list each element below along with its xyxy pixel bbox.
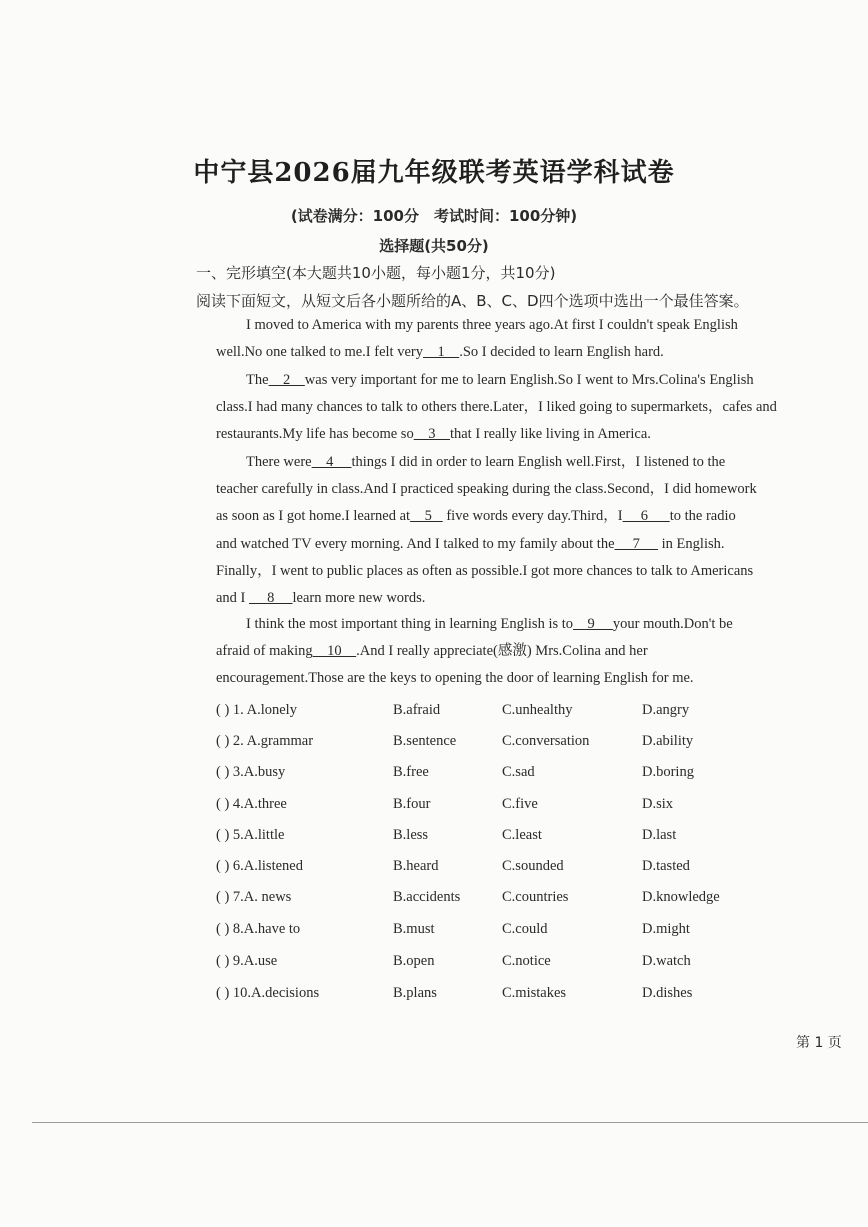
question-stem-a[interactable]: ( ) 10.A.decisions (216, 985, 320, 1001)
question-stem-a[interactable]: ( ) 8.A.have to (216, 921, 301, 937)
option-d: D.boring (642, 764, 694, 780)
section-heading: 选择题(共50分) (379, 237, 489, 255)
option-c: C.notice (502, 953, 551, 969)
question-stem-a[interactable]: ( ) 4.A.three (216, 796, 287, 812)
option-c: C.mistakes (502, 985, 567, 1001)
option-d: D.ability (642, 733, 694, 749)
exam-info: (试卷满分：100分 考试时间：100分钟) (290, 207, 578, 225)
question-stem-a[interactable]: ( ) 5.A.little (216, 827, 285, 843)
question-stem-a[interactable]: ( ) 3.A.busy (216, 764, 286, 780)
option-c: C.countries (502, 889, 569, 905)
blank-9: 9 (573, 616, 613, 632)
question-row (216, 858, 816, 882)
question-row (216, 702, 816, 726)
exam-title: 中宁县2026届九年级联考英语学科试卷 (193, 158, 675, 188)
blank-4: 4 (311, 454, 352, 470)
question-row (216, 764, 816, 788)
question-row (216, 921, 816, 945)
option-d: D.angry (642, 702, 690, 718)
instruction: 阅读下面短文，从短文后各小题所给的A、B、C、D四个选项中选出一个最佳答案。 (196, 292, 749, 310)
scan-edge-line (32, 1122, 868, 1123)
question-stem-a[interactable]: ( ) 7.A. news (216, 889, 292, 905)
passage-paragraph-3: There were 4 things I did in order to learn English well.First，I listened to the teacher carefully in class.And I practiced speaking during the class.Second，I did homework as soon as I got home.I learned at 5 five words every day.Third，I 6 to the radio and watched TV every morning. And I talked to my family about the 7 in English. Finally，I went to public places as often as possible.I got more chances to talk to Americans and I 8 learn more new words. (216, 454, 757, 607)
option-d: D.watch (642, 953, 691, 969)
blank-6: 6 (622, 508, 670, 525)
question-row (216, 796, 816, 820)
option-d: D.might (642, 921, 690, 937)
blank-5: 5 (410, 508, 443, 525)
option-b: B.heard (393, 858, 439, 874)
option-d: D.last (642, 827, 677, 843)
option-b: B.accidents (393, 889, 461, 905)
blank-1: 1 (422, 344, 460, 361)
part-title: 一、完形填空(本大题共10小题，每小题1分，共10分) (196, 264, 556, 282)
question-row (216, 953, 816, 977)
blank-8: 8 (249, 590, 293, 607)
question-stem-a[interactable]: ( ) 6.A.listened (216, 858, 303, 874)
option-b: B.open (393, 953, 435, 969)
option-c: C.sounded (502, 858, 564, 874)
option-b: B.free (393, 764, 429, 780)
option-b: B.sentence (393, 733, 457, 749)
option-b: B.less (393, 827, 429, 843)
blank-7: 7 (614, 535, 659, 552)
blank-3: 3 (413, 426, 450, 443)
option-c: C.conversation (502, 733, 590, 749)
question-row (216, 827, 816, 851)
question-stem-a[interactable]: ( ) 2. A.grammar (216, 733, 314, 749)
option-d: D.six (642, 796, 674, 812)
blank-2: 2 (268, 372, 305, 388)
option-c: C.could (502, 921, 548, 937)
question-row (216, 733, 816, 757)
question-stem-a[interactable]: ( ) 9.A.use (216, 953, 278, 969)
option-b: B.afraid (393, 702, 441, 718)
option-c: C.five (502, 796, 538, 812)
question-stem-a[interactable]: ( ) 1. A.lonely (216, 702, 297, 718)
passage-paragraph-4: I think the most important thing in learning English is to 9 your mouth.Don't be afraid of making 10 .And I really appreciate(感激) Mrs.Colina and her encouragement.Those are the keys to opening the door of learning English for me. (216, 616, 733, 687)
option-c: C.sad (502, 764, 535, 780)
option-b: B.four (393, 796, 431, 812)
option-b: B.plans (393, 985, 437, 1001)
option-d: D.knowledge (642, 889, 720, 905)
option-d: D.tasted (642, 858, 690, 874)
page-number: 第 1 页 (796, 1035, 842, 1051)
option-d: D.dishes (642, 985, 693, 1001)
option-c: C.unhealthy (502, 702, 573, 718)
option-c: C.least (502, 827, 542, 843)
option-b: B.must (393, 921, 435, 937)
blank-10: 10 (312, 643, 357, 660)
passage-paragraph-2: The 2 was very important for me to learn English.So I went to Mrs.Colina's English class.I had many chances to talk to others there.Later，I liked going to supermarkets，cafes and restaurants.My life has become so 3 that I really like living in America. (216, 372, 777, 443)
question-row (216, 985, 816, 1009)
passage-paragraph-1: I moved to America with my parents three years ago.At first I couldn't speak English well.No one talked to me.I felt very 1 .So I decided to learn English hard. (216, 317, 738, 361)
question-row (216, 889, 816, 913)
